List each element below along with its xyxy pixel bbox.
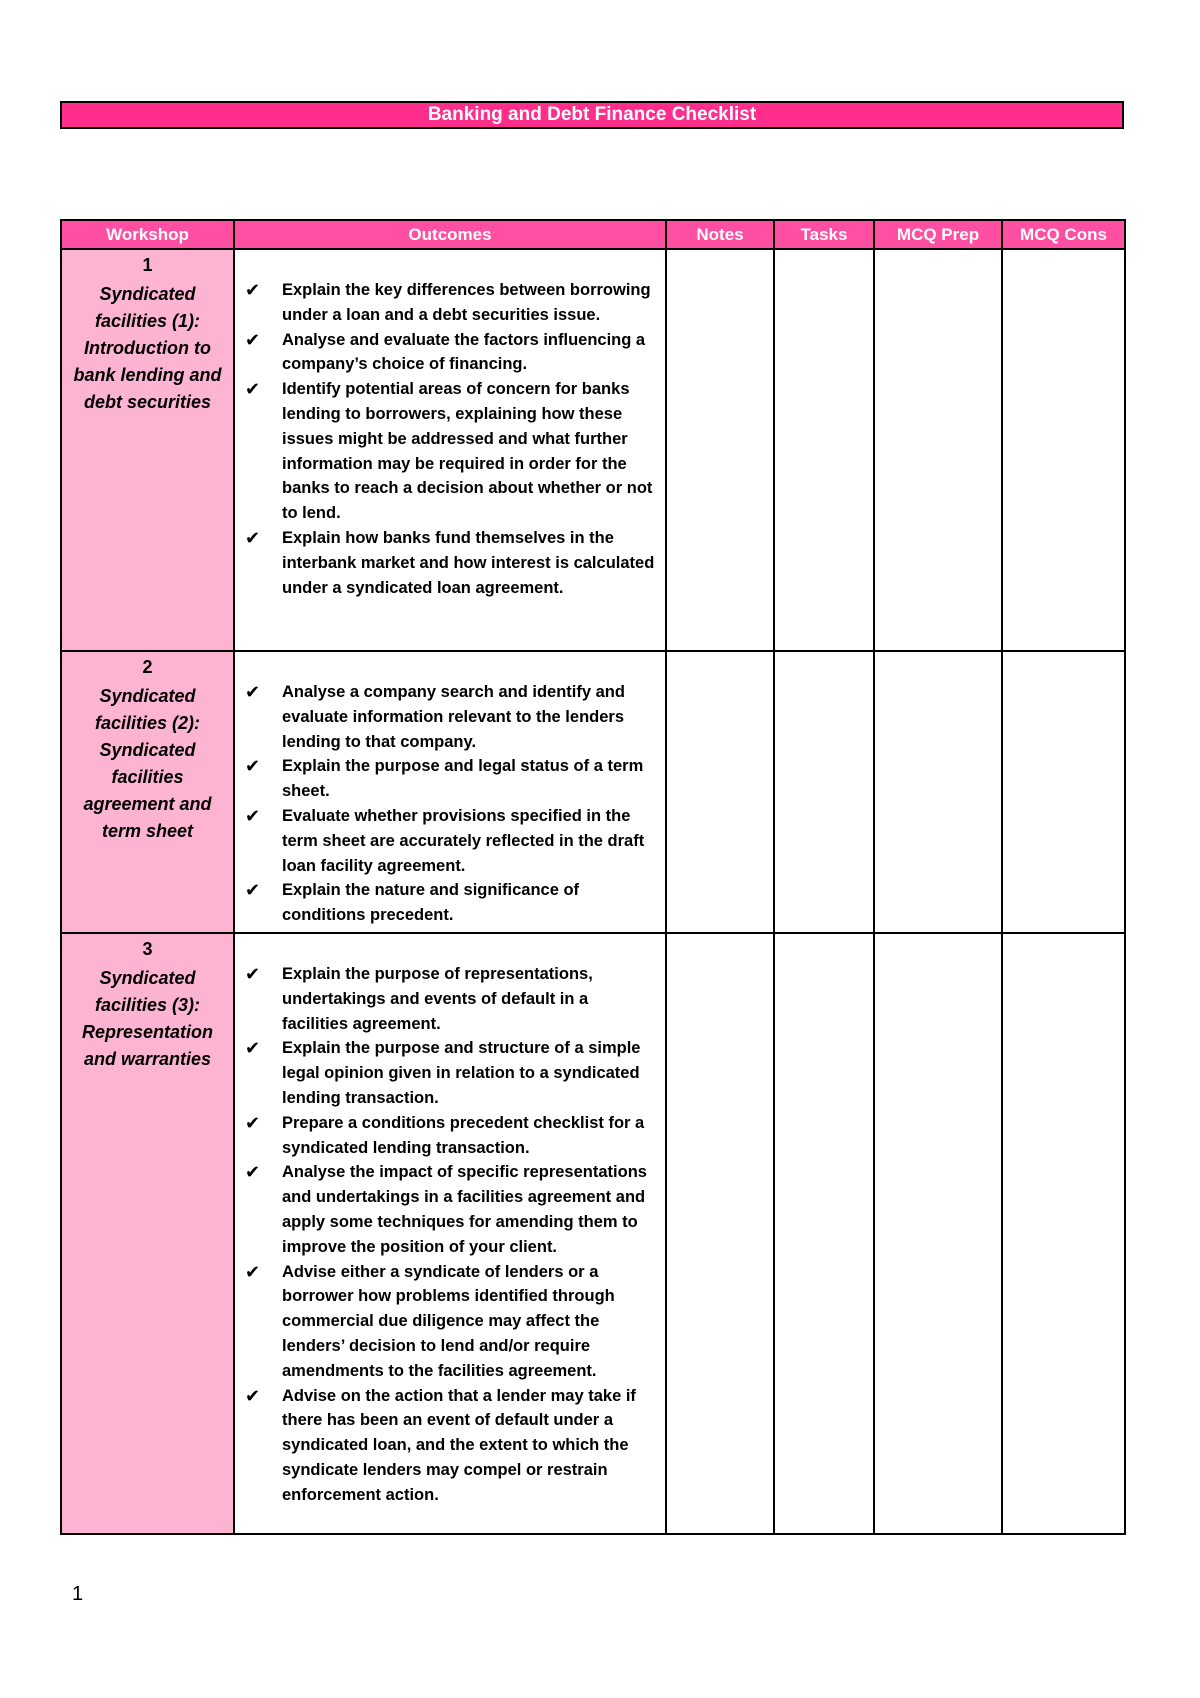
- checklist-table: [60, 219, 1126, 1535]
- workshop-cell: [61, 933, 234, 1534]
- outcome-text: Analyse a company search and identify and evaluate information relevant to the lenders lending to that company.: [282, 683, 625, 751]
- outcome-text: Explain how banks fund themselves in the interbank market and how interest is calculated under a syndicated loan agreement.: [282, 528, 655, 597]
- list-item: [245, 1111, 655, 1161]
- list-item: [245, 680, 655, 754]
- outcome-text: Evaluate whether provisions specified in the term sheet are accurately reflected in the draft loan facility agreement.: [282, 806, 645, 875]
- outcome-list: [245, 278, 655, 600]
- workshop-number: 1: [142, 255, 153, 275]
- tasks-cell[interactable]: [774, 933, 874, 1534]
- outcomes-cell: [234, 651, 666, 933]
- mcq-prep-cell[interactable]: [874, 651, 1002, 933]
- mcq-cons-cell[interactable]: [1002, 933, 1125, 1534]
- check-icon: ✔: [245, 682, 261, 702]
- header-notes: Notes: [666, 220, 774, 249]
- list-item: [245, 526, 655, 600]
- check-icon: ✔: [245, 1112, 261, 1133]
- check-icon: ✔: [245, 1385, 261, 1406]
- outcome-text: Prepare a conditions precedent checklist for a syndicated lending transaction.: [282, 1113, 645, 1157]
- page-number: 1: [72, 1583, 84, 1605]
- notes-cell[interactable]: [666, 933, 774, 1534]
- table-row: [61, 933, 1125, 1534]
- list-item: [245, 377, 655, 526]
- outcome-text: Explain the purpose and structure of a simple legal opinion given in relation to a syndicated lending transaction.: [282, 1039, 641, 1107]
- workshop-title: Syndicated facilities (2): Syndicated facilities agreement and term sheet: [83, 686, 212, 841]
- list-item: [245, 278, 655, 328]
- outcome-text: Explain the purpose of representations, undertakings and events of default in a facilities agreement.: [282, 964, 593, 1033]
- outcome-text: Analyse and evaluate the factors influencing a company’s choice of financing.: [282, 330, 646, 374]
- list-item: [245, 1260, 655, 1384]
- check-icon: ✔: [245, 963, 261, 984]
- header-outcomes: Outcomes: [234, 220, 666, 249]
- header-workshop: Workshop: [61, 220, 234, 249]
- list-item: [245, 1036, 655, 1110]
- workshop-title: Syndicated facilities (3): Representation and warranties: [81, 967, 214, 1069]
- check-icon: ✔: [245, 280, 261, 300]
- check-icon: ✔: [245, 1162, 261, 1183]
- mcq-prep-cell[interactable]: [874, 249, 1002, 651]
- outcome-list: [245, 680, 655, 928]
- check-icon: ✔: [245, 756, 261, 777]
- outcome-text: Advise either a syndicate of lenders or a borrower how problems identified through commercial due diligence may affect the lenders’ decision to lend and/or require amendments to the facilities agreement.: [282, 1262, 615, 1380]
- check-icon: ✔: [245, 329, 261, 350]
- check-icon: ✔: [245, 880, 261, 901]
- tasks-cell[interactable]: [774, 249, 874, 651]
- tasks-cell[interactable]: [774, 651, 874, 933]
- check-icon: ✔: [245, 527, 261, 548]
- check-icon: ✔: [245, 1038, 261, 1059]
- table-row: [61, 249, 1125, 651]
- document-title: [60, 101, 1124, 129]
- list-item: [245, 804, 655, 878]
- outcome-text: Explain the purpose and legal status of a term sheet.: [282, 757, 644, 801]
- mcq-cons-cell[interactable]: [1002, 651, 1125, 933]
- outcome-text: Analyse the impact of specific representations and undertakings in a facilities agreement and apply some techniques for amending them to improve the position of your client.: [282, 1163, 647, 1256]
- workshop-cell: [61, 249, 234, 651]
- list-item: [245, 328, 655, 378]
- check-icon: ✔: [245, 1261, 261, 1282]
- document-title-text: Banking and Debt Finance Checklist: [427, 104, 757, 125]
- workshop-number: 3: [142, 938, 153, 959]
- list-item: [245, 878, 655, 928]
- workshop-cell: [61, 651, 234, 933]
- outcome-text: Advise on the action that a lender may take if there has been an event of default under a syndicated loan, and the extent to which the syndicate lenders may compel or restrain enforcement action.: [282, 1386, 636, 1504]
- check-icon: ✔: [245, 379, 261, 400]
- list-item: [245, 1160, 655, 1259]
- outcomes-cell: [234, 933, 666, 1534]
- header-mcq-prep: MCQ Prep: [874, 220, 1002, 249]
- list-item: [245, 1384, 655, 1508]
- table-row: [61, 651, 1125, 933]
- notes-cell[interactable]: [666, 249, 774, 651]
- workshop-number: 2: [142, 657, 153, 677]
- outcome-list: [245, 962, 655, 1508]
- list-item: [245, 754, 655, 804]
- mcq-prep-cell[interactable]: [874, 933, 1002, 1534]
- workshop-title: Syndicated facilities (1): Introduction to bank lending and debt securities: [73, 284, 222, 412]
- outcome-text: Explain the nature and significance of conditions precedent.: [282, 881, 580, 925]
- notes-cell[interactable]: [666, 651, 774, 933]
- check-icon: ✔: [245, 805, 261, 826]
- outcome-text: Explain the key differences between borrowing under a loan and a debt securities issue.: [282, 281, 651, 324]
- outcomes-cell: [234, 249, 666, 651]
- header-row: [61, 220, 1125, 249]
- outcome-text: Identify potential areas of concern for banks lending to borrowers, explaining how these issues might be addressed and what further information may be required in order for the banks to reach a decision about whether or not to lend.: [282, 380, 653, 523]
- list-item: [245, 962, 655, 1036]
- mcq-cons-cell[interactable]: [1002, 249, 1125, 651]
- header-tasks: Tasks: [774, 220, 874, 249]
- header-mcq-cons: MCQ Cons: [1002, 220, 1125, 249]
